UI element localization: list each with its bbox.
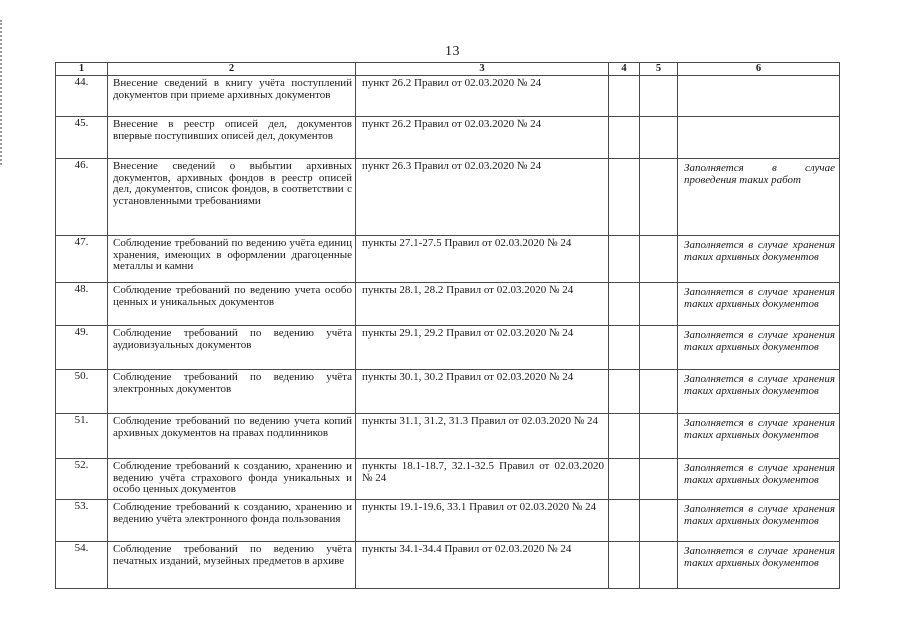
row-number: 49. (56, 326, 108, 370)
requirement-text: Внесение сведений в книгу учёта поступлений документов при приеме архивных документов (108, 76, 356, 117)
legal-reference: пункты 34.1-34.4 Правил от 02.03.2020 № 24 (356, 542, 609, 589)
page-number: 13 (445, 44, 460, 59)
note-text: Заполняется в случае хранения таких архивных документов (678, 283, 840, 326)
requirement-text: Соблюдение требований по ведению учета особо ценных и уникальных документов (108, 283, 356, 326)
answer-no-cell (640, 370, 678, 414)
row-number: 53. (56, 500, 108, 542)
column-header-3: 3 (356, 63, 609, 76)
answer-no-cell (640, 500, 678, 542)
row-number: 51. (56, 414, 108, 459)
answer-yes-cell (609, 459, 640, 500)
requirement-text: Соблюдение требований к созданию, хранению и ведению учёта страхового фонда уникальных и особо ценных документов (108, 459, 356, 500)
answer-yes-cell (609, 414, 640, 459)
answer-yes-cell (609, 326, 640, 370)
legal-reference: пункты 19.1-19.6, 33.1 Правил от 02.03.2020 № 24 (356, 500, 609, 542)
requirement-text: Соблюдение требований по ведению учёта электронных документов (108, 370, 356, 414)
answer-no-cell (640, 414, 678, 459)
note-text: Заполняется в случае хранения таких архивных документов (678, 370, 840, 414)
row-number: 47. (56, 236, 108, 283)
requirement-text: Соблюдение требований по ведению учёта единиц хранения, имеющих в оформлении драгоценные металлы и камни (108, 236, 356, 283)
answer-yes-cell (609, 500, 640, 542)
note-text: Заполняется в случае хранения таких архивных документов (678, 414, 840, 459)
answer-no-cell (640, 236, 678, 283)
note-text (678, 76, 840, 117)
answer-yes-cell (609, 117, 640, 159)
table-row (56, 500, 840, 542)
legal-reference: пункт 26.2 Правил от 02.03.2020 № 24 (356, 76, 609, 117)
legal-reference: пункты 27.1-27.5 Правил от 02.03.2020 № 24 (356, 236, 609, 283)
column-header-1: 1 (56, 63, 108, 76)
note-text: Заполняется в случае хранения таких архивных документов (678, 236, 840, 283)
table-row (56, 326, 840, 370)
table-row (56, 283, 840, 326)
note-text: Заполняется в случае проведения таких работ (678, 159, 840, 236)
answer-no-cell (640, 159, 678, 236)
answer-yes-cell (609, 159, 640, 236)
row-number: 52. (56, 459, 108, 500)
requirement-text: Соблюдение требований по ведению учета копий архивных документов на правах подлинников (108, 414, 356, 459)
legal-reference: пункты 29.1, 29.2 Правил от 02.03.2020 № 24 (356, 326, 609, 370)
table-row (56, 159, 840, 236)
answer-yes-cell (609, 283, 640, 326)
row-number: 46. (56, 159, 108, 236)
column-header-5: 5 (640, 63, 678, 76)
answer-yes-cell (609, 76, 640, 117)
column-header-4: 4 (609, 63, 640, 76)
column-header-2: 2 (108, 63, 356, 76)
answer-no-cell (640, 283, 678, 326)
row-number: 48. (56, 283, 108, 326)
legal-reference: пункты 18.1-18.7, 32.1-32.5 Правил от 02.03.2020 № 24 (356, 459, 609, 500)
legal-reference: пункты 31.1, 31.2, 31.3 Правил от 02.03.2020 № 24 (356, 414, 609, 459)
table-row (56, 76, 840, 117)
table-row (56, 459, 840, 500)
legal-reference: пункт 26.3 Правил от 02.03.2020 № 24 (356, 159, 609, 236)
requirement-text: Соблюдение требований по ведению учёта печатных изданий, музейных предметов в архиве (108, 542, 356, 589)
legal-reference: пункты 28.1, 28.2 Правил от 02.03.2020 № 24 (356, 283, 609, 326)
requirement-text: Соблюдение требований по ведению учёта аудиовизуальных документов (108, 326, 356, 370)
answer-yes-cell (609, 542, 640, 589)
legal-reference: пункты 30.1, 30.2 Правил от 02.03.2020 № 24 (356, 370, 609, 414)
note-text: Заполняется в случае хранения таких архивных документов (678, 542, 840, 589)
column-header-row (56, 63, 840, 76)
scan-edge-mark (0, 20, 5, 165)
note-text: Заполняется в случае хранения таких архивных документов (678, 500, 840, 542)
row-number: 50. (56, 370, 108, 414)
answer-no-cell (640, 459, 678, 500)
inspection-table (55, 62, 840, 589)
row-number: 54. (56, 542, 108, 589)
note-text: Заполняется в случае хранения таких архивных документов (678, 326, 840, 370)
answer-no-cell (640, 326, 678, 370)
table-row (56, 414, 840, 459)
answer-yes-cell (609, 236, 640, 283)
table-row (56, 370, 840, 414)
table-row (56, 236, 840, 283)
answer-no-cell (640, 76, 678, 117)
note-text (678, 117, 840, 159)
requirement-text: Внесение сведений о выбытии архивных документов, архивных фондов в реестр описей дел, документов, список фондов, в соответствии с установленными требованиями (108, 159, 356, 236)
requirement-text: Соблюдение требований к созданию, хранению и ведению учёта электронного фонда пользования (108, 500, 356, 542)
requirement-text: Внесение в реестр описей дел, документов впервые поступивших описей дел, документов (108, 117, 356, 159)
answer-no-cell (640, 542, 678, 589)
row-number: 45. (56, 117, 108, 159)
legal-reference: пункт 26.2 Правил от 02.03.2020 № 24 (356, 117, 609, 159)
note-text: Заполняется в случае хранения таких архивных документов (678, 459, 840, 500)
table-row (56, 542, 840, 589)
row-number: 44. (56, 76, 108, 117)
answer-no-cell (640, 117, 678, 159)
table-row (56, 117, 840, 159)
column-header-6: 6 (678, 63, 840, 76)
answer-yes-cell (609, 370, 640, 414)
